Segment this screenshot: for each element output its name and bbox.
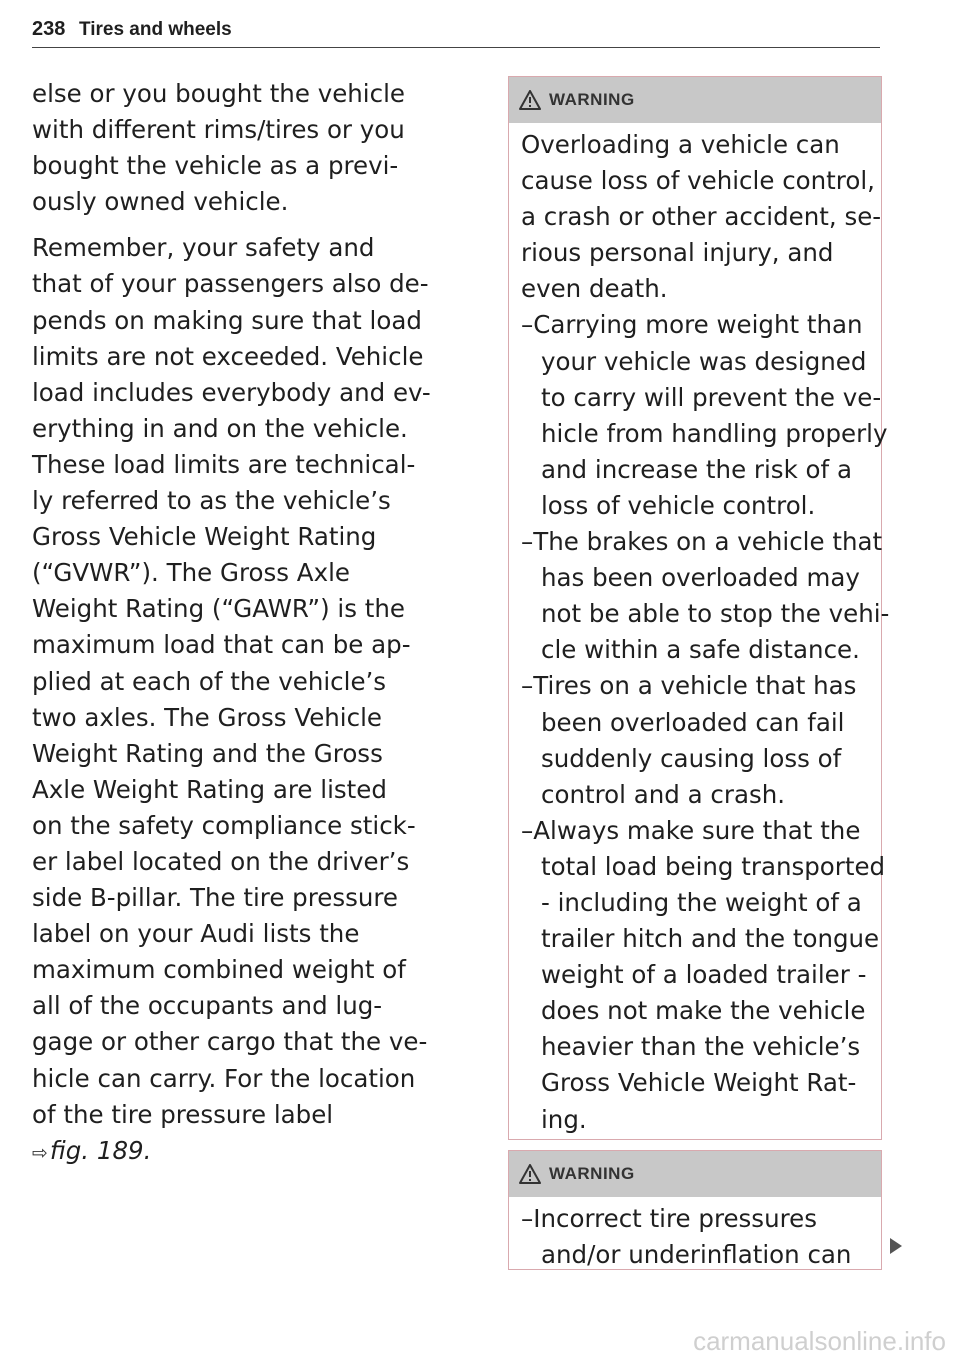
figure-reference-link[interactable] bbox=[32, 1133, 472, 1171]
bullet-line: total load being transported bbox=[541, 851, 886, 881]
warning-text-line: rious personal injury, and bbox=[521, 238, 834, 268]
text-line: that of your passengers also de- bbox=[32, 269, 429, 299]
bullet-line: Gross Vehicle Weight Rat- bbox=[541, 1068, 857, 1098]
text-line: load includes everybody and ev- bbox=[32, 377, 431, 407]
warning-body bbox=[509, 123, 890, 1138]
text-line: pends on making sure that load bbox=[32, 305, 422, 335]
paragraph-2 bbox=[32, 230, 472, 1170]
warning-bullet bbox=[521, 668, 881, 812]
bullet-line: control and a crash. bbox=[541, 779, 786, 809]
figure-reference-text: fig. 189. bbox=[49, 1135, 152, 1165]
text-line: These load limits are technical- bbox=[32, 449, 416, 479]
continue-arrow-icon bbox=[890, 1238, 902, 1254]
text-line: erything in and on the vehicle. bbox=[32, 413, 408, 443]
warning-box bbox=[508, 76, 890, 1140]
text-line: maximum combined weight of bbox=[32, 955, 406, 985]
text-line: plied at each of the vehicle’s bbox=[32, 666, 387, 696]
page-number: 238 bbox=[32, 18, 66, 40]
text-line: of the tire pressure label bbox=[32, 1099, 334, 1129]
watermark: carmanualsonline.info bbox=[693, 1326, 946, 1356]
warning-title: WARNING bbox=[549, 90, 635, 109]
bullet-line: been overloaded can fail bbox=[541, 707, 845, 737]
text-line: all of the occupants and lug- bbox=[32, 991, 383, 1021]
text-line: bought the vehicle as a previ- bbox=[32, 151, 399, 181]
text-line: with different rims/tires or you bbox=[32, 115, 405, 145]
text-line: Weight Rating and the Gross bbox=[32, 738, 383, 768]
text-line: Weight Rating (“GAWR”) is the bbox=[32, 594, 405, 624]
text-line: on the safety compliance stick- bbox=[32, 810, 416, 840]
text-line: Remember, your safety and bbox=[32, 233, 375, 263]
text-line: side B-pillar. The tire pressure bbox=[32, 883, 399, 913]
text-line: gage or other cargo that the ve- bbox=[32, 1027, 428, 1057]
bullet-line: –Incorrect tire pressures bbox=[521, 1204, 817, 1233]
warning-triangle-icon bbox=[519, 90, 541, 110]
bullet-line: to carry will prevent the ve- bbox=[541, 382, 882, 412]
bullet-line: - including the weight of a bbox=[541, 887, 862, 917]
bullet-line: and increase the risk of a bbox=[541, 454, 852, 484]
bullet-line: –Tires on a vehicle that has bbox=[521, 671, 857, 701]
bullet-line: heavier than the vehicle’s bbox=[541, 1032, 861, 1062]
warning-text-line: a crash or other accident, se- bbox=[521, 202, 882, 232]
warning-text-line: Overloading a vehicle can bbox=[521, 130, 840, 159]
bullet-line: not be able to stop the vehi- bbox=[541, 599, 890, 629]
text-line: (“GVWR”). The Gross Axle bbox=[32, 558, 350, 588]
text-line: else or you bought the vehicle bbox=[32, 79, 405, 108]
paragraph-1 bbox=[32, 76, 472, 220]
body-text-column bbox=[32, 76, 472, 1171]
bullet-line: –Always make sure that the bbox=[521, 815, 861, 845]
warning-body bbox=[509, 1197, 881, 1270]
warning-bullet bbox=[521, 524, 890, 668]
bullet-line: weight of a loaded trailer - bbox=[541, 960, 867, 990]
bullet-line: and/or underinflation can bbox=[541, 1240, 852, 1270]
bullet-line: does not make the vehicle bbox=[541, 996, 866, 1026]
warning-box-2 bbox=[508, 1150, 882, 1270]
bullet-line: trailer hitch and the tongue bbox=[541, 924, 880, 954]
text-line: limits are not exceeded. Vehicle bbox=[32, 341, 424, 371]
warning-triangle-icon bbox=[519, 1164, 541, 1184]
warning-bullet bbox=[521, 307, 888, 524]
warning-bullet bbox=[521, 813, 886, 1138]
warning-header bbox=[509, 1151, 881, 1197]
warning-title: WARNING bbox=[549, 1164, 635, 1183]
warning-header bbox=[509, 77, 881, 123]
bullet-line: suddenly causing loss of bbox=[541, 743, 842, 773]
text-line: two axles. The Gross Vehicle bbox=[32, 702, 382, 732]
bullet-line: loss of vehicle control. bbox=[541, 490, 816, 520]
bullet-line: hicle from handling properly bbox=[541, 418, 888, 448]
warning-text-line: even death. bbox=[521, 274, 668, 304]
text-line: maximum load that can be ap- bbox=[32, 630, 411, 660]
bullet-line: ing. bbox=[541, 1104, 587, 1134]
page-header bbox=[32, 18, 880, 48]
bullet-line: –Carrying more weight than bbox=[521, 310, 863, 340]
text-line: Gross Vehicle Weight Rating bbox=[32, 522, 377, 552]
text-line: label on your Audi lists the bbox=[32, 919, 360, 949]
bullet-line: cle within a safe distance. bbox=[541, 635, 860, 665]
text-line: ously owned vehicle. bbox=[32, 187, 289, 217]
section-title: Tires and wheels bbox=[78, 19, 232, 40]
text-line: ly referred to as the vehicle’s bbox=[32, 486, 391, 516]
text-line: er label located on the driver’s bbox=[32, 846, 410, 876]
warning-text-line: cause loss of vehicle control, bbox=[521, 166, 875, 196]
text-line: Axle Weight Rating are listed bbox=[32, 774, 387, 804]
text-line: hicle can carry. For the location bbox=[32, 1063, 416, 1093]
bullet-line: –The brakes on a vehicle that bbox=[521, 527, 883, 557]
arrow-right-icon: ⇨ bbox=[32, 1141, 48, 1164]
bullet-line: has been overloaded may bbox=[541, 563, 860, 593]
bullet-line: your vehicle was designed bbox=[541, 346, 867, 376]
